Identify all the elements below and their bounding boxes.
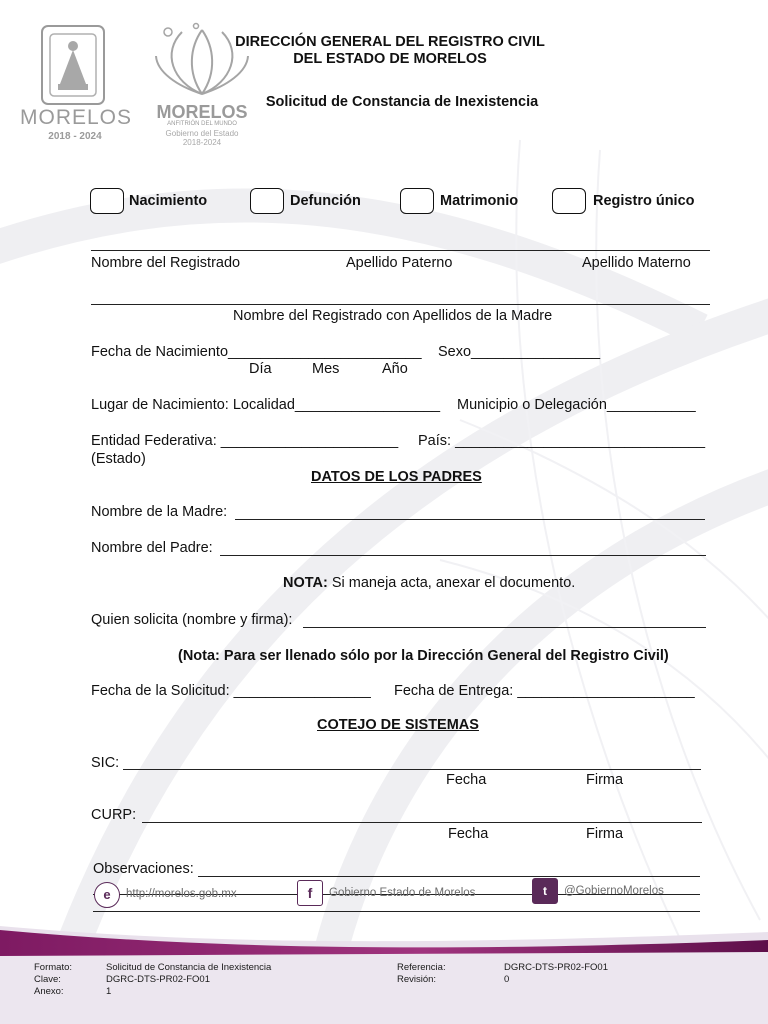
facebook-link[interactable]: Gobierno Estado de Morelos — [329, 887, 476, 899]
caption-mother-surname: Nombre del Registrado con Apellidos de la Madre — [233, 308, 553, 324]
curp-field[interactable] — [142, 822, 702, 823]
checkbox-label-nacimiento: Nacimiento — [129, 193, 208, 209]
caption-registrant-name: Nombre del Registrado — [91, 255, 241, 271]
requester-label: Quien solicita (nombre y firma): — [91, 612, 293, 628]
checkbox-registro-unico[interactable] — [552, 188, 586, 214]
cotejo-section-title: COTEJO DE SISTEMAS — [317, 717, 479, 733]
caption-paternal-surname: Apellido Paterno — [346, 255, 453, 271]
left-logo-years: 2018 - 2024 — [48, 131, 102, 142]
seal-emblem-icon — [20, 22, 130, 112]
checkbox-label-registro-unico: Registro único — [593, 193, 695, 209]
footer-anexo-label: Anexo: — [34, 986, 64, 997]
observaciones-field[interactable] — [198, 876, 700, 877]
observaciones-line-3[interactable] — [93, 911, 700, 912]
caption-maternal-surname: Apellido Materno — [582, 255, 691, 271]
registrant-mother-surname-field[interactable] — [91, 304, 710, 305]
birthplace-locality-field[interactable]: Lugar de Nacimiento: Localidad__________________ — [91, 397, 441, 413]
left-logo-text: MORELOS — [20, 106, 133, 129]
curp-firma-caption: Firma — [586, 826, 624, 842]
note-text: Si maneja acta, anexar el documento. — [327, 575, 576, 591]
header-line-1: DIRECCIÓN GENERAL DEL REGISTRO CIVIL — [235, 34, 545, 50]
state-seal-logo — [20, 22, 133, 146]
curp-fecha-caption: Fecha — [448, 826, 489, 842]
curp-label: CURP: — [91, 807, 137, 823]
caption-day: Día — [249, 361, 272, 377]
footer-clave-label: Clave: — [34, 974, 61, 985]
right-logo-sub2: 2018-2024 — [182, 138, 222, 147]
facebook-icon: f — [297, 880, 323, 906]
footer-formato-label: Formato: — [34, 962, 73, 973]
footer-referencia-value: DGRC-DTS-PR02-FO01 — [504, 962, 608, 973]
web-link[interactable]: http://morelos.gob.mx — [126, 888, 237, 900]
mother-name-field[interactable] — [235, 519, 705, 520]
requester-field[interactable] — [303, 627, 706, 628]
observaciones-label: Observaciones: — [93, 861, 194, 877]
footer-revision-label: Revisión: — [397, 974, 437, 985]
checkbox-label-defuncion: Defunción — [290, 193, 361, 209]
footer-anexo-value: 1 — [106, 986, 112, 997]
footer-clave-value: DGRC-DTS-PR02-FO01 — [106, 974, 210, 985]
registrant-name-field[interactable] — [91, 250, 710, 251]
checkbox-nacimiento[interactable] — [90, 188, 124, 214]
municipality-field[interactable]: Municipio o Delegación___________ — [457, 397, 696, 413]
header-line-2: DEL ESTADO DE MORELOS — [293, 51, 487, 67]
twitter-icon: t — [532, 878, 558, 904]
caption-year: Año — [382, 361, 408, 377]
sic-field[interactable] — [123, 769, 701, 770]
checkbox-label-matrimonio: Matrimonio — [440, 193, 519, 209]
state-field[interactable]: Entidad Federativa: ______________________ — [91, 433, 399, 449]
right-logo-tagline: ANFITRIÓN DEL MUNDO — [167, 121, 237, 127]
note-bold: NOTA: — [283, 575, 328, 591]
office-use-note: (Nota: Para ser llenado sólo por la Dirección General del Registro Civil) — [178, 648, 669, 664]
checkbox-matrimonio[interactable] — [400, 188, 434, 214]
footer-revision-value: 0 — [504, 974, 510, 985]
right-logo-sub1: Gobierno del Estado — [165, 129, 239, 138]
parents-section-title: DATOS DE LOS PADRES — [311, 469, 482, 485]
sex-field[interactable]: Sexo________________ — [438, 344, 601, 360]
footer-referencia-label: Referencia: — [397, 962, 446, 973]
checkbox-defuncion[interactable] — [250, 188, 284, 214]
sic-fecha-caption: Fecha — [446, 772, 487, 788]
state-note: (Estado) — [91, 451, 146, 467]
twitter-link[interactable]: @GobiernoMorelos — [564, 885, 664, 897]
mother-name-label: Nombre de la Madre: — [91, 504, 228, 520]
caption-month: Mes — [312, 361, 340, 377]
request-date-field[interactable]: Fecha de la Solicitud: _________________ — [91, 683, 371, 699]
country-field[interactable]: País: _______________________________ — [418, 433, 706, 449]
father-name-field[interactable] — [220, 555, 706, 556]
web-globe-icon: e — [94, 882, 120, 908]
right-logo-text: MORELOS — [156, 102, 248, 122]
sic-firma-caption: Firma — [586, 772, 624, 788]
birth-date-field[interactable]: Fecha de Nacimiento________________________ — [91, 344, 422, 360]
sic-label: SIC: — [91, 755, 120, 771]
page-title: Solicitud de Constancia de Inexistencia — [265, 94, 539, 110]
delivery-date-field[interactable]: Fecha de Entrega: ______________________ — [394, 683, 695, 699]
father-name-label: Nombre del Padre: — [91, 540, 213, 556]
footer-formato-value: Solicitud de Constancia de Inexistencia — [106, 962, 272, 973]
note-annex — [283, 575, 575, 591]
